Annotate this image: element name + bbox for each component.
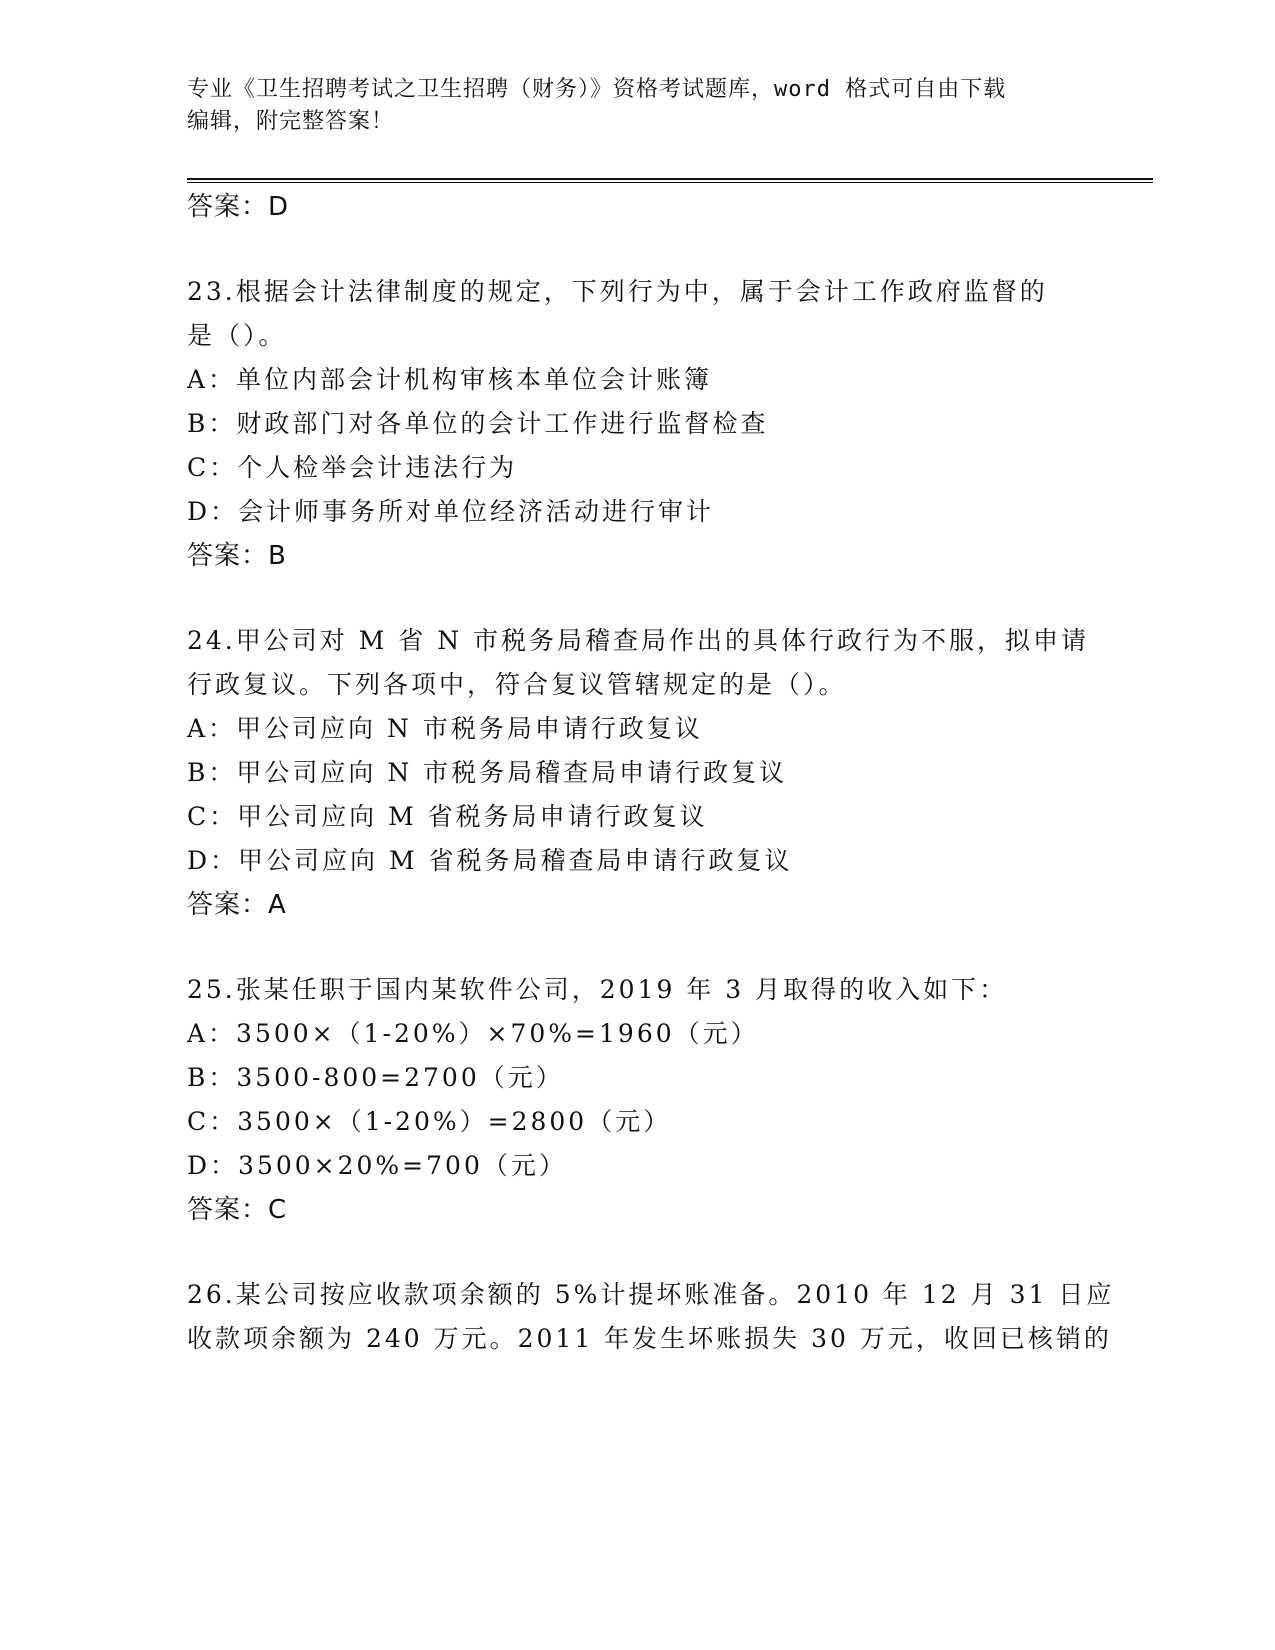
question-24-option-b: B：甲公司应向 N 市税务局稽查局申请行政复议 — [187, 758, 788, 787]
question-24-option-c: C：甲公司应向 M 省税务局申请行政复议 — [187, 802, 708, 831]
question-26-line-2: 收款项余额为 240 万元。2011 年发生坏账损失 30 万元，收回已核销的 — [187, 1324, 1112, 1353]
answer-prev: 答案：D — [187, 192, 290, 222]
header-rule-thin — [187, 182, 1153, 183]
header-line-1: 专业《卫生招聘考试之卫生招聘（财务）》资格考试题库，word 格式可自由下载 — [187, 77, 1007, 102]
question-24-answer: 答案：A — [187, 890, 287, 920]
question-25-option-c: C：3500×（1-20%）=2800（元） — [187, 1107, 672, 1136]
question-23-line-2: 是（）。 — [187, 321, 287, 350]
question-23-option-a: A：单位内部会计机构审核本单位会计账簿 — [187, 365, 713, 394]
question-23-answer: 答案：B — [187, 541, 287, 571]
question-23-option-d: D：会计师事务所对单位经济活动进行审计 — [187, 497, 715, 526]
question-24-line-2: 行政复议。下列各项中，符合复议管辖规定的是（）。 — [187, 670, 847, 699]
question-23-option-b: B：财政部门对各单位的会计工作进行监督检查 — [187, 409, 769, 438]
question-23-option-c: C：个人检举会计违法行为 — [187, 453, 518, 482]
question-23-line-1: 23.根据会计法律制度的规定，下列行为中，属于会计工作政府监督的 — [187, 277, 1048, 306]
question-25-line-1: 25.张某任职于国内某软件公司，2019 年 3 月取得的收入如下： — [187, 975, 1008, 1004]
question-25-option-a: A：3500×（1-20%）×70%=1960（元） — [187, 1019, 759, 1048]
header-line-2: 编辑，附完整答案！ — [187, 109, 395, 134]
question-25-answer: 答案：C — [187, 1195, 288, 1225]
document-header — [187, 74, 1087, 138]
question-24-line-1: 24.甲公司对 M 省 N 市税务局稽查局作出的具体行政行为不服，拟申请 — [187, 626, 1090, 655]
question-24-option-a: A：甲公司应向 N 市税务局申请行政复议 — [187, 714, 703, 743]
question-24-option-d: D：甲公司应向 M 省税务局稽查局申请行政复议 — [187, 846, 793, 875]
question-25-option-d: D：3500×20%=700（元） — [187, 1151, 567, 1180]
question-26-line-1: 26.某公司按应收款项余额的 5%计提坏账准备。2010 年 12 月 31 日应 — [187, 1280, 1115, 1309]
header-rule — [187, 178, 1153, 180]
question-25-option-b: B：3500-800=2700（元） — [187, 1063, 564, 1092]
